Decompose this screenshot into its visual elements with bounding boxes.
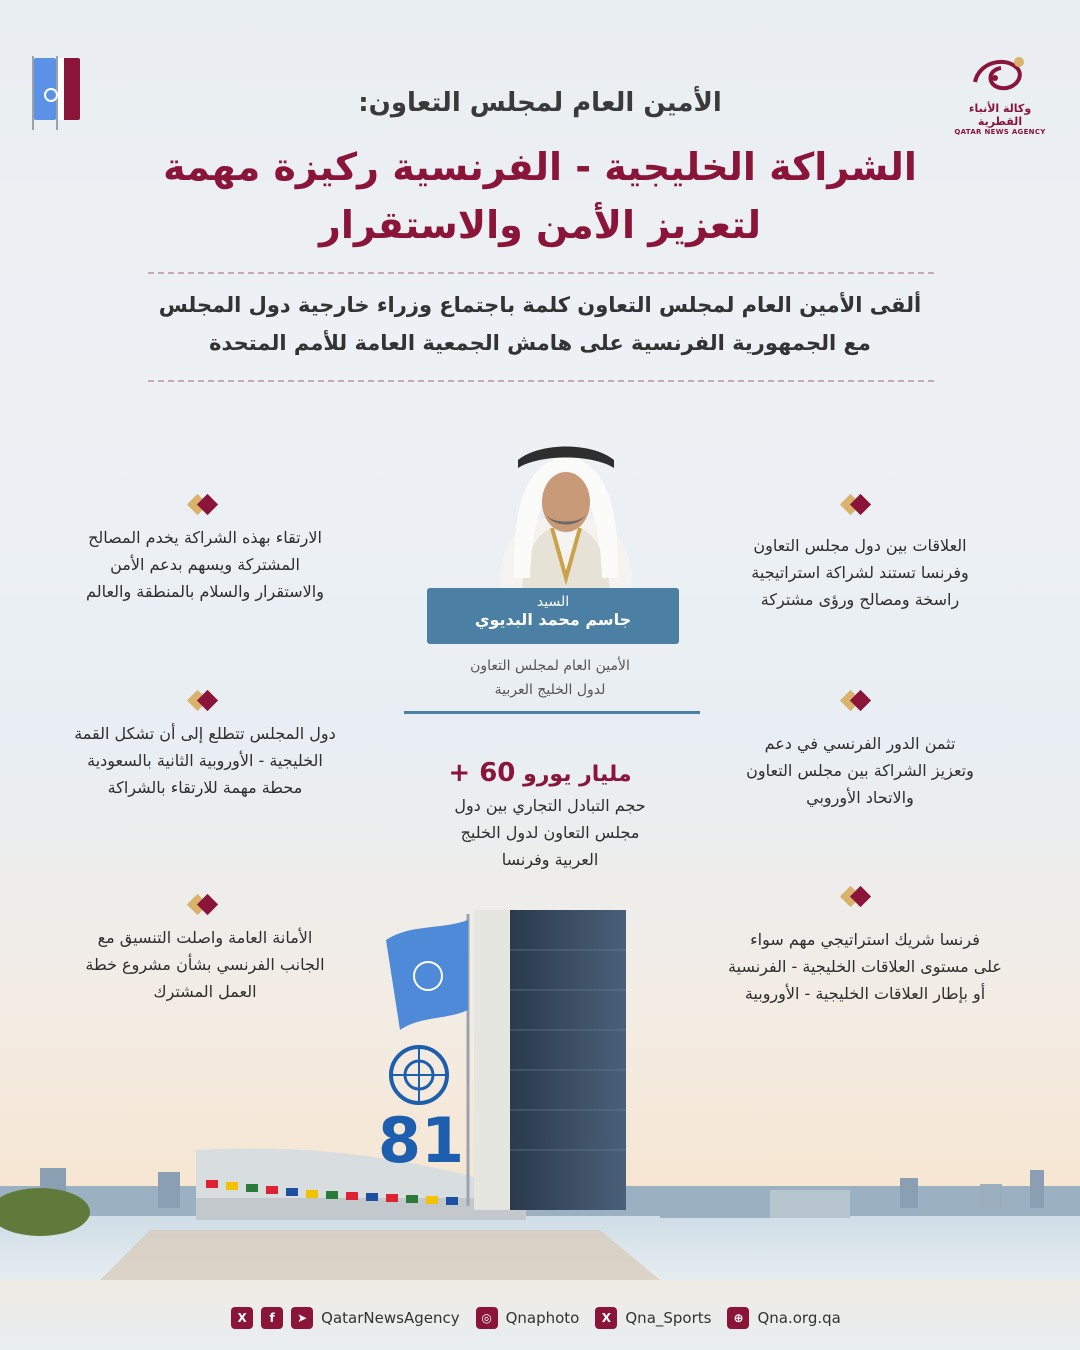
telegram-icon[interactable]: ➤	[291, 1307, 313, 1329]
subtitle: الأمين العام لمجلس التعاون:	[358, 88, 722, 118]
anniversary-number: 81	[377, 1104, 465, 1177]
x-icon[interactable]: X	[595, 1307, 617, 1329]
x-icon[interactable]: X	[231, 1307, 253, 1329]
stat-value	[430, 758, 650, 788]
qna-logo-icon	[965, 52, 1035, 98]
point-right-1: العلاقات بين دول مجلس التعاون وفرنسا تستند لشراكة استراتيجية راسخة ومصالح ورؤى مشتركة	[751, 536, 969, 609]
page-title	[80, 138, 1000, 254]
divider-top	[148, 272, 934, 274]
role-underline	[404, 711, 700, 714]
intro-text	[130, 286, 950, 362]
point-left-2: دول المجلس تتطلع إلى أن تشكل القمة الخليجية - الأوروبية الثانية بالسعودية محطة مهمة للارتقاء بالشراكة	[74, 724, 336, 797]
qna-logo	[950, 52, 1050, 138]
point-right-2: تثمن الدور الفرنسي في دعم وتعزيز الشراكة بين مجلس التعاون والاتحاد الأوروبي	[746, 734, 974, 807]
title-line-1: الشراكة الخليجية - الفرنسية ركيزة مهمة	[163, 145, 917, 189]
qatar-flag-icon	[58, 58, 80, 120]
person-name: جاسم محمد البديوي	[474, 610, 632, 629]
un-emblem-icon	[384, 1040, 454, 1110]
handle-sports[interactable]: Qna_Sports	[625, 1309, 712, 1327]
logo-english-name: QATAR NEWS AGENCY	[954, 128, 1046, 136]
intro-line-2: مع الجمهورية الفرنسية على هامش الجمعية العامة للأمم المتحدة	[209, 331, 871, 355]
logo-arabic-name: وكالة الأنباء القطرية	[968, 102, 1032, 128]
title-line-2: لتعزيز الأمن والاستقرار	[319, 203, 761, 247]
globe-icon[interactable]: ⊕	[727, 1307, 749, 1329]
instagram-icon[interactable]: ◎	[476, 1307, 498, 1329]
point-left-1: الارتقاء بهذه الشراكة يخدم المصالح المشتركة ويسهم بدعم الأمن والاستقرار والسلام بالمنطقة والعالم	[86, 528, 324, 601]
stat-description: حجم التبادل التجاري بين دول مجلس التعاون لدول الخليج العربية وفرنسا	[454, 796, 646, 869]
point-right-3: فرنسا شريك استراتيجي مهم سواء على مستوى العلاقات الخليجية - الفرنسية أو بإطار العلاقات الخليجية - الأوروبية	[728, 930, 1002, 1003]
person-role: الأمين العام لمجلس التعاون لدول الخليج العربية	[470, 658, 630, 698]
un-flag-icon	[34, 58, 56, 120]
flags-emblem	[28, 52, 86, 132]
handle-photo[interactable]: Qnaphoto	[505, 1309, 580, 1327]
portrait-image	[480, 428, 652, 588]
name-card	[427, 588, 679, 644]
stat-unit: مليار يورو	[523, 762, 632, 787]
stat-number: 60 +	[448, 758, 516, 788]
un-headquarters-image	[0, 900, 1080, 1280]
facebook-icon[interactable]: f	[261, 1307, 283, 1329]
handle-main[interactable]: QatarNewsAgency	[321, 1309, 460, 1327]
honorific: السيد	[536, 594, 570, 610]
point-left-3: الأمانة العامة واصلت التنسيق مع الجانب الفرنسي بشأن مشروع خطة العمل المشترك	[85, 928, 325, 1001]
divider-bottom	[148, 380, 934, 382]
intro-line-1: ألقى الأمين العام لمجلس التعاون كلمة باجتماع وزراء خارجية دول المجلس	[158, 293, 922, 317]
website-link[interactable]: Qna.org.qa	[757, 1309, 841, 1327]
footer-social	[0, 1298, 1080, 1338]
